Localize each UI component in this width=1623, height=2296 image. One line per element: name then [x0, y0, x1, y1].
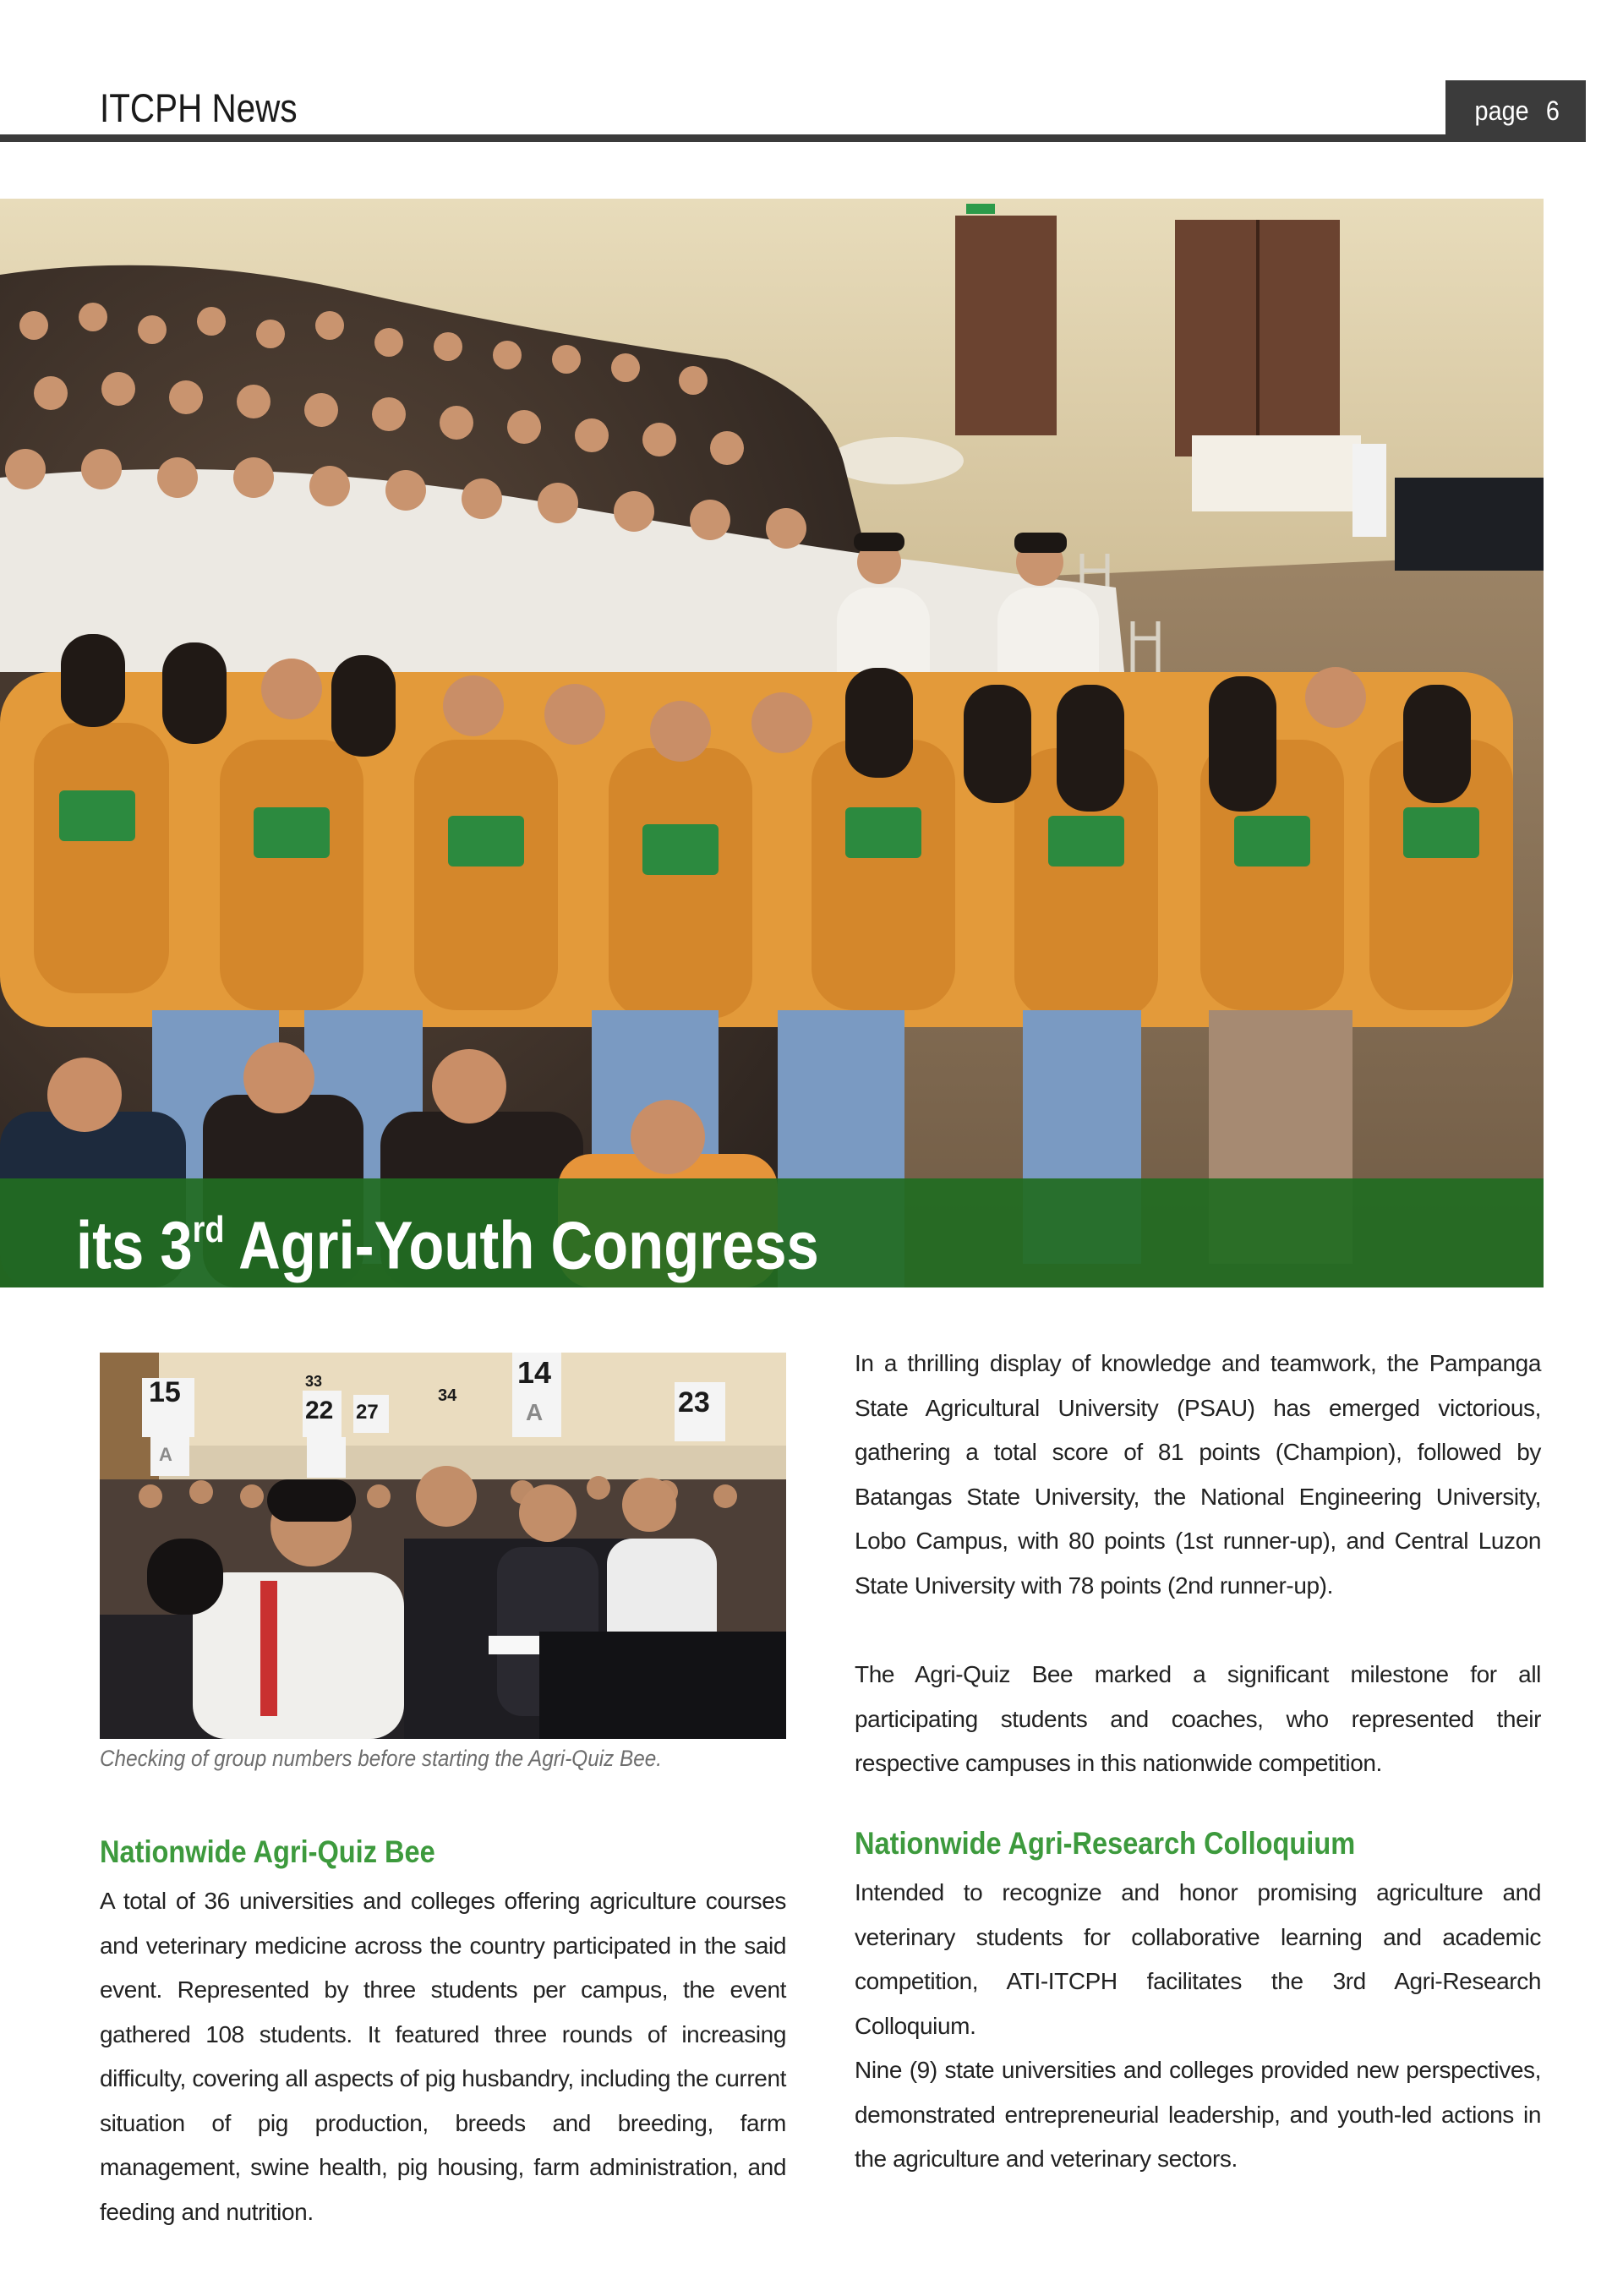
hero-headline [76, 1187, 819, 1293]
headline-suffix: Agri-Youth Congress [224, 1207, 819, 1283]
research-colloquium-section [855, 1826, 1541, 1861]
quiz-bee-paragraph: A total of 36 universities and colleges offering agriculture courses and veterinary medicine across the country participated in the said event. Represented by three students per campus, the event gathered 108 students. It featured three rounds of increasing difficulty, covering all aspects of pig husbandry, including the current situation of pig production, breeds and breeding, farm management, swine health, pig housing, farm administration, and feeding and nutrition. [100, 1888, 786, 2225]
card-15: 15 [149, 1376, 181, 1408]
quiz-bee-photo-icon [100, 1353, 786, 1739]
card-letter-a-2: A [159, 1444, 172, 1465]
results-paragraph: In a thrilling display of knowledge and teamwork, the Pampanga State Agricultural University (PSAU) has emerged victorious, gathering a total score of 81 points (Champion), followed by Batangas State University, the National Engineering University, Lobo Campus, with 80 points (1st runner-up), and Central Luzon State University with 78 points (2nd runner-up). [855, 1350, 1541, 1599]
page-number-tab [1445, 80, 1586, 142]
group-photo-icon [0, 199, 1544, 1287]
card-27: 27 [356, 1401, 379, 1424]
page-label: page [1474, 96, 1529, 126]
card-14: 14 [517, 1355, 552, 1390]
quiz-bee-section [100, 1834, 786, 1870]
header-rule [0, 134, 1586, 142]
photo-caption: Checking of group numbers before starting the Agri-Quiz Bee. [100, 1746, 663, 1771]
headline-ordinal-suffix: rd [192, 1209, 225, 1250]
quiz-bee-heading: Nationwide Agri-Quiz Bee [100, 1834, 435, 1869]
right-column [855, 1342, 1541, 1608]
colloquium-participants-paragraph: Nine (9) state universities and colleges provided new perspectives, demonstrated entrepreneurial leadership, and youth-led actions in the agriculture and veterinary sectors. [855, 2057, 1541, 2172]
quiz-bee-photo [100, 1353, 786, 1739]
card-23: 23 [678, 1386, 710, 1419]
hero-group-photo [0, 199, 1544, 1287]
card-22: 22 [305, 1397, 334, 1424]
colloquium-intro-paragraph: Intended to recognize and honor promising agriculture and veterinary students for collaborative learning and academic competition, ATI-ITCPH facilitates the 3rd Agri-Research Colloquium. [855, 1879, 1541, 2039]
research-colloquium-heading: Nationwide Agri-Research Colloquium [855, 1826, 1356, 1861]
page-number: 6 [1545, 96, 1560, 126]
quiz-bee-body [100, 1879, 786, 2234]
headline-prefix: its 3 [76, 1207, 193, 1283]
publication-title: ITCPH News [100, 85, 298, 130]
milestone-paragraph: The Agri-Quiz Bee marked a significant milestone for all participating students and coaches, who represented their respective campuses in this nationwide competition. [855, 1661, 1541, 1776]
right-column-milestone [855, 1653, 1541, 1786]
card-33: 33 [305, 1373, 323, 1390]
card-letter-a: A [526, 1399, 544, 1425]
research-colloquium-body-2 [855, 2048, 1541, 2182]
card-34: 34 [438, 1386, 457, 1405]
research-colloquium-body [855, 1871, 1541, 2048]
